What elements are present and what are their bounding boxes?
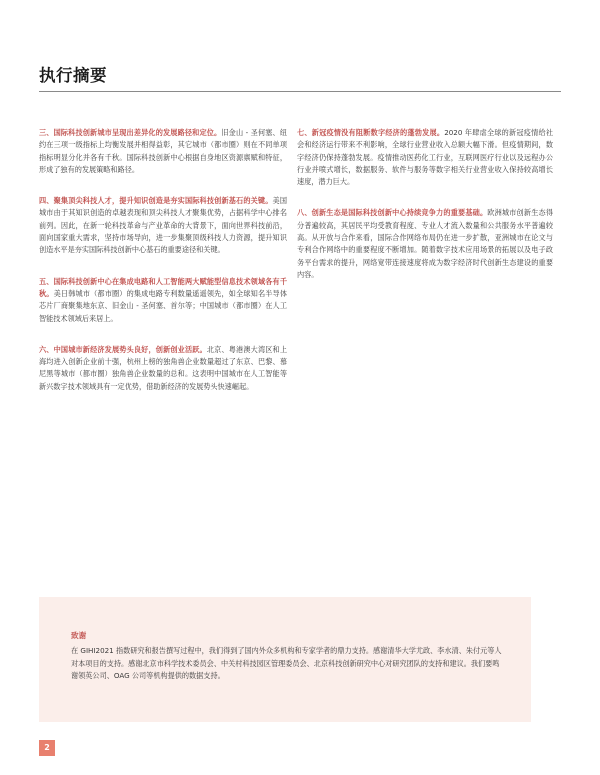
finding-body: 美日韩城市（都市圈）的集成电路专利数量遥遥领先，如全球知名半导体芯片厂商聚集地东京、旧金山 - 圣何塞、首尔等；中国城市（都市圈）在人工智能技术领域后来居上。 <box>39 288 287 323</box>
acknowledgement-title: 致谢 <box>71 631 87 640</box>
finding-body: 美国城市由于其知识创造的卓越表现和顶尖科技人才聚集优势，占据科学中心排名前列。因此，在新一轮科技革命与产业革命的大背景下，面向世界科技前沿，面向国家重大需求，坚持市场导向，进一步集聚顶级科技人力资源，提升知识创造水平是夯实国际科技创新中心基石的重要途径和关键。 <box>39 196 287 255</box>
page-number: 2 <box>39 740 55 756</box>
title-divider <box>39 91 561 92</box>
finding-lead: 三、国际科技创新城市呈现出差异化的发展路径和定位。 <box>39 128 222 137</box>
finding-paragraph <box>39 344 287 393</box>
finding-paragraph <box>39 276 287 325</box>
finding-paragraph <box>297 207 553 281</box>
finding-paragraph <box>39 195 287 256</box>
acknowledgement-body: 在 GIHI2021 指数研究和报告撰写过程中，我们得到了国内外众多机构和专家学者的鼎力支持。感谢清华大学尤政、李水清、朱付元等人对本项目的支持。感谢北京市科学技术委员会、中关村科技园区管理委员会、北京科技创新研究中心对研究团队的支持和建议。我们要鸣谢领英公司、OAG 公司等机构提供的数据支持。 <box>71 646 502 680</box>
finding-body: 2020 年肆虐全球的新冠疫情给社会和经济运行带来不利影响，全球行业营业收入总额大幅下滑。但疫情期间，数字经济仍保持蓬勃发展。疫情推动医药化工行业，互联网医疗行业以及远程办公行业并喷式增长，数据服务、软件与服务等数字相关行业营业收入保持较高增长速度，潜力巨大。 <box>297 128 553 187</box>
finding-lead: 五、国际科技创新中心在集成电路和人工智能两大赋能型信息技术领域各有千秋。 <box>39 276 287 298</box>
finding-body: 旧金山 - 圣何塞、纽约在三项一级指标上均衡发展并相得益彰，其它城市（都市圈）则在不同单项指标明显分化并各有千秋。国际科技创新中心根据自身地区资源禀赋和特征，形成了独有的发展策略和路径。 <box>39 128 287 174</box>
finding-lead: 六、中国城市新经济发展势头良好，创新创业活跃。 <box>39 344 207 354</box>
left-column <box>39 127 287 412</box>
finding-body: 欧洲城市创新生态得分普遍较高，其居民平均受教育程度、专业人才流入数量和公共服务水平普遍较高。从开放与合作来看，国际合作网络布局仍在进一步扩散，亚洲城市在论文与专利合作网络中的重要程度不断增加。随着数字技术应用场景的拓展以及电子政务平台需求的提升，网络宽带连接速度将成为数字经济时代创新生态建设的重要内容。 <box>297 208 553 279</box>
page-title: 执行摘要 <box>39 66 107 85</box>
finding-paragraph <box>297 127 553 188</box>
finding-body: 北京、粤港澳大湾区和上海均进入创新企业前十强，杭州上榜的独角兽企业数量超过了东京、巴黎、慕尼黑等城市（都市圈）独角兽企业数量的总和。这表明中国城市在人工智能等新兴数字技术领域具有一定优势，借助新经济的发展势头快速崛起。 <box>39 344 287 391</box>
finding-lead: 八、创新生态是国际科技创新中心持续竞争力的重要基础。 <box>297 208 488 218</box>
acknowledgement-box <box>39 597 531 722</box>
finding-lead: 四、聚集顶尖科技人才，提升知识创造是夯实国际科技创新基石的关键。 <box>39 196 273 206</box>
finding-paragraph <box>39 127 287 176</box>
right-column <box>297 127 553 300</box>
finding-lead: 七、新冠疫情没有阻断数字经济的蓬勃发展。 <box>297 128 445 137</box>
